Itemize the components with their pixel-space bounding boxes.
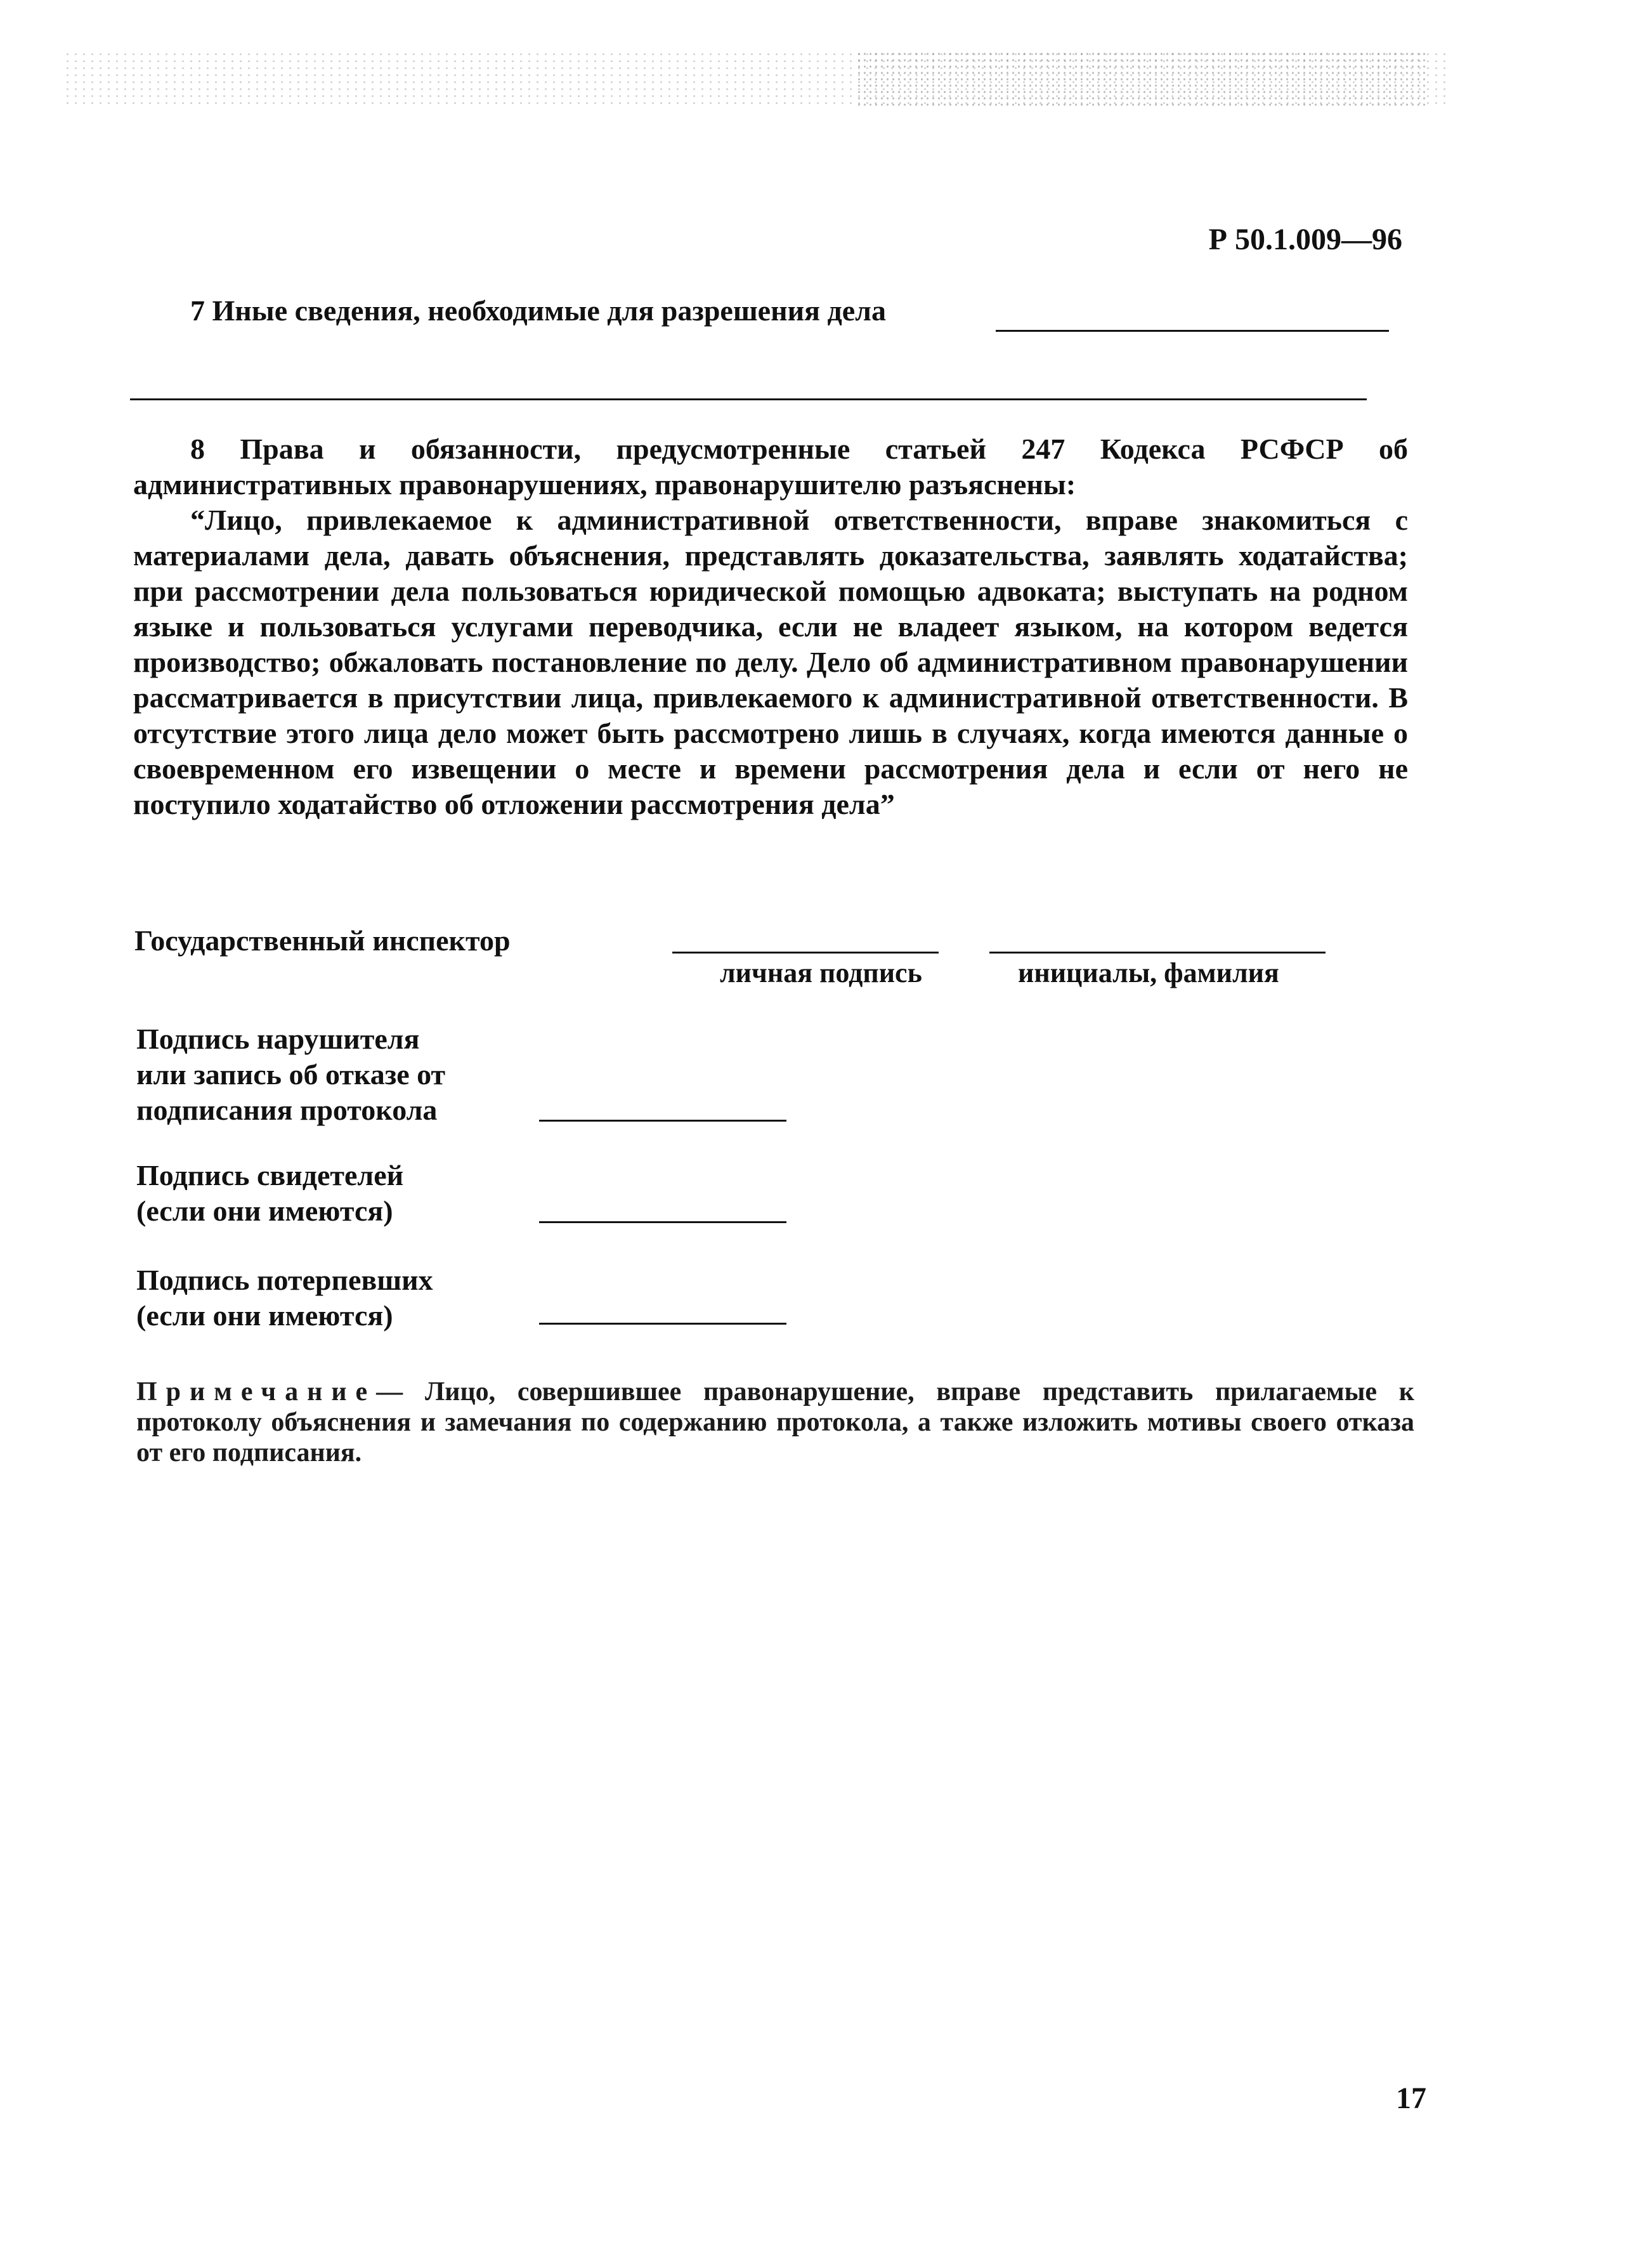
witnesses-label-line: (если они имеются) bbox=[136, 1195, 393, 1227]
violator-signature-label bbox=[136, 1021, 445, 1128]
note-title: Примечание bbox=[136, 1377, 377, 1406]
document-code: Р 50.1.009—96 bbox=[1208, 223, 1402, 256]
victims-signature-line bbox=[539, 1323, 786, 1325]
item-8-quote: “Лицо, привлекаемое к административной ответственности, вправе знакомиться с материалами дела, давать объяснения, представлять доказательства, заявлять ходатайства; при рассмотрении дела пользоваться юридической помощью адвоката; выступать на родном языке и пользоваться услугами переводчика, если не владеет языком, на котором ведется производство; обжаловать постановление по делу. Дело об административном правонарушении рассматривается в присутствии лица, привлекаемого к административной ответственности. В отсутствие этого лица дело может быть рассмотрено лишь в случаях, когда имеются данные о своевременном его извещении о месте и времени рассмотрения дела и если от него не поступило ходатайство об отложении рассмотрения дела” bbox=[133, 504, 1408, 820]
victims-label-line: (если они имеются) bbox=[136, 1299, 393, 1332]
item-8-intro: 8 Права и обязанности, предусмотренные статьей 247 Кодекса РСФСР об административных правонарушениях, правонарушителю разъяснены: bbox=[133, 433, 1408, 501]
inspector-signature-line bbox=[672, 952, 939, 954]
inspector-name-line bbox=[989, 952, 1326, 954]
personal-signature-caption: личная подпись bbox=[720, 957, 922, 988]
witnesses-label-line: Подпись свидетелей bbox=[136, 1159, 404, 1191]
witnesses-signature-line bbox=[539, 1221, 786, 1223]
note-text: — Лицо, совершившее правонарушение, вправе представить прилагаемые к протоколу объяснения и замечания по содержанию протокола, а также изложить мотивы своего отказа от его подписания. bbox=[136, 1377, 1414, 1467]
witnesses-signature-label bbox=[136, 1158, 403, 1229]
item-8-paragraph bbox=[133, 431, 1408, 822]
violator-label-line: подписания протокола bbox=[136, 1094, 438, 1126]
initials-caption: инициалы, фамилия bbox=[1018, 957, 1279, 988]
victims-signature-label bbox=[136, 1262, 433, 1334]
item-7-label: 7 Иные сведения, необходимые для разрешения дела bbox=[190, 294, 886, 327]
violator-label-line: или запись об отказе от bbox=[136, 1058, 446, 1091]
victims-label-line: Подпись потерпевших bbox=[136, 1264, 433, 1296]
violator-label-line: Подпись нарушителя bbox=[136, 1023, 420, 1055]
item-7-blank-line bbox=[996, 330, 1389, 332]
note-paragraph bbox=[136, 1377, 1414, 1468]
inspector-label: Государственный инспектор bbox=[134, 924, 511, 957]
violator-signature-line bbox=[539, 1120, 786, 1122]
scan-noise bbox=[856, 51, 1427, 108]
page-number: 17 bbox=[1396, 2081, 1426, 2115]
item-7-continuation-line bbox=[130, 398, 1367, 400]
